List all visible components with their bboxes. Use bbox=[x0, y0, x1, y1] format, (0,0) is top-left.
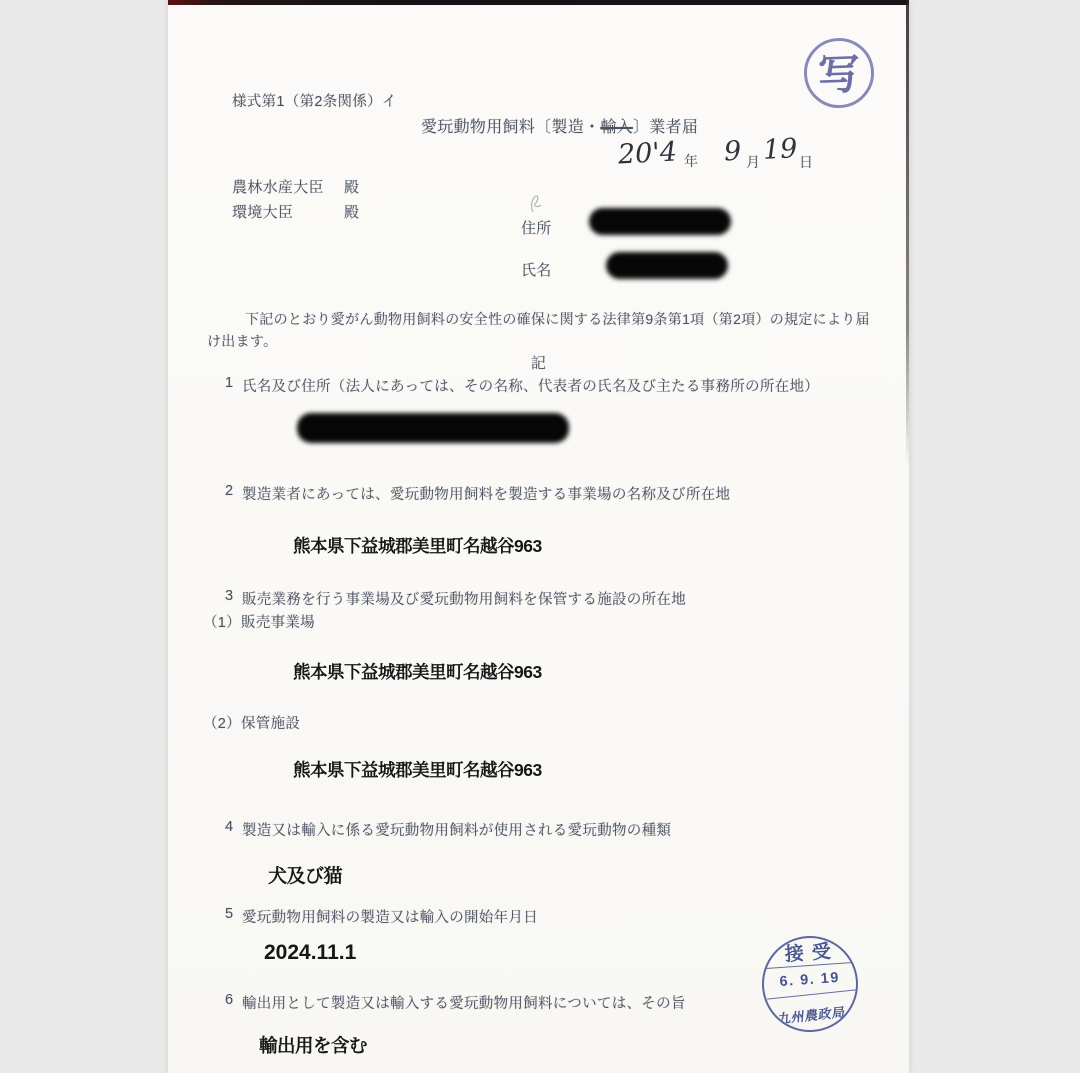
day-unit: 日 bbox=[799, 154, 814, 170]
recipient-name: 農林水産大臣 bbox=[232, 179, 324, 196]
section-3-sub1-label: （1）販売事業場 bbox=[203, 615, 315, 631]
receipt-stamp-title: 接受 bbox=[784, 939, 840, 966]
section-number: 2 bbox=[225, 483, 234, 499]
recipient-name: 環境大臣 bbox=[232, 204, 294, 221]
section-3 bbox=[225, 588, 686, 609]
section-text: 製造業者にあっては、愛玩動物用飼料を製造する事業場の名称及び所在地 bbox=[242, 487, 731, 503]
year-unit: 年 bbox=[684, 153, 699, 169]
redaction-bar-address bbox=[589, 208, 731, 235]
section-6-answer: 輸出用を含む bbox=[259, 1035, 368, 1056]
receipt-stamp-office: 九州農政局 bbox=[765, 989, 860, 1035]
recipient-honorific: 殿 bbox=[344, 204, 360, 221]
copy-stamp-character: 写 bbox=[817, 49, 861, 100]
redaction-bar-section1 bbox=[297, 413, 569, 443]
paper-right-edge-shadow bbox=[906, 0, 909, 468]
address-label: 住所 bbox=[521, 220, 552, 237]
section-text: 製造又は輸入に係る愛玩動物用飼料が使用される愛玩動物の種類 bbox=[242, 823, 672, 839]
section-number: 4 bbox=[225, 819, 234, 835]
section-number: 5 bbox=[225, 906, 234, 922]
section-text: 輸出用として製造又は輸入する愛玩動物用飼料については、その旨 bbox=[242, 996, 686, 1012]
section-text: 販売業務を行う事業場及び愛玩動物用飼料を保管する施設の所在地 bbox=[242, 592, 686, 608]
recipient-honorific: 殿 bbox=[344, 179, 360, 196]
section-number: 6 bbox=[225, 992, 234, 1008]
handwritten-year: 20'4 bbox=[617, 136, 678, 171]
intro-line-2: け出ます。 bbox=[207, 333, 278, 349]
form-code: 様式第1（第2条関係）イ bbox=[232, 94, 397, 110]
section-text: 氏名及び住所（法人にあっては、その名称、代表者の氏名及び主たる事務所の所在地） bbox=[242, 379, 820, 395]
title-suffix: 〕業者届 bbox=[632, 119, 699, 136]
section-number: 3 bbox=[225, 588, 234, 604]
document-title bbox=[421, 114, 698, 137]
section-3-sub2-answer: 熊本県下益城郡美里町名越谷963 bbox=[293, 760, 542, 780]
redaction-bar-name bbox=[606, 252, 728, 279]
photo-top-edge bbox=[168, 0, 909, 5]
section-text: 愛玩動物用飼料の製造又は輸入の開始年月日 bbox=[242, 910, 538, 926]
section-5-answer: 2024.11.1 bbox=[264, 941, 357, 964]
section-3-sub2-label: （2）保管施設 bbox=[203, 716, 301, 732]
handwritten-scribble bbox=[523, 192, 547, 216]
section-6 bbox=[225, 992, 686, 1013]
handwritten-day: 19 bbox=[762, 133, 799, 166]
title-struck-word: 輸入 bbox=[600, 119, 633, 136]
handwritten-month: 9 bbox=[723, 135, 742, 168]
recipient-agriculture-minister bbox=[232, 176, 359, 197]
receipt-stamp-date: 6. 9. 19 bbox=[763, 962, 857, 997]
section-2-answer: 熊本県下益城郡美里町名越谷963 bbox=[293, 536, 542, 556]
section-4 bbox=[225, 819, 671, 840]
recipient-environment-minister bbox=[232, 201, 359, 222]
name-label: 氏名 bbox=[521, 262, 552, 279]
section-5 bbox=[225, 906, 538, 927]
record-heading: 記 bbox=[530, 355, 547, 372]
section-1 bbox=[225, 375, 819, 396]
section-2 bbox=[225, 483, 730, 504]
section-4-answer: 犬及び猫 bbox=[268, 866, 343, 887]
intro-line-1: 下記のとおり愛がん動物用飼料の安全性の確保に関する法律第9条第1項（第2項）の規定により届 bbox=[245, 311, 870, 327]
section-number: 1 bbox=[225, 375, 234, 391]
section-3-sub1-answer: 熊本県下益城郡美里町名越谷963 bbox=[293, 662, 542, 682]
month-unit: 月 bbox=[746, 154, 761, 170]
title-prefix: 愛玩動物用飼料〔製造・ bbox=[421, 119, 601, 136]
